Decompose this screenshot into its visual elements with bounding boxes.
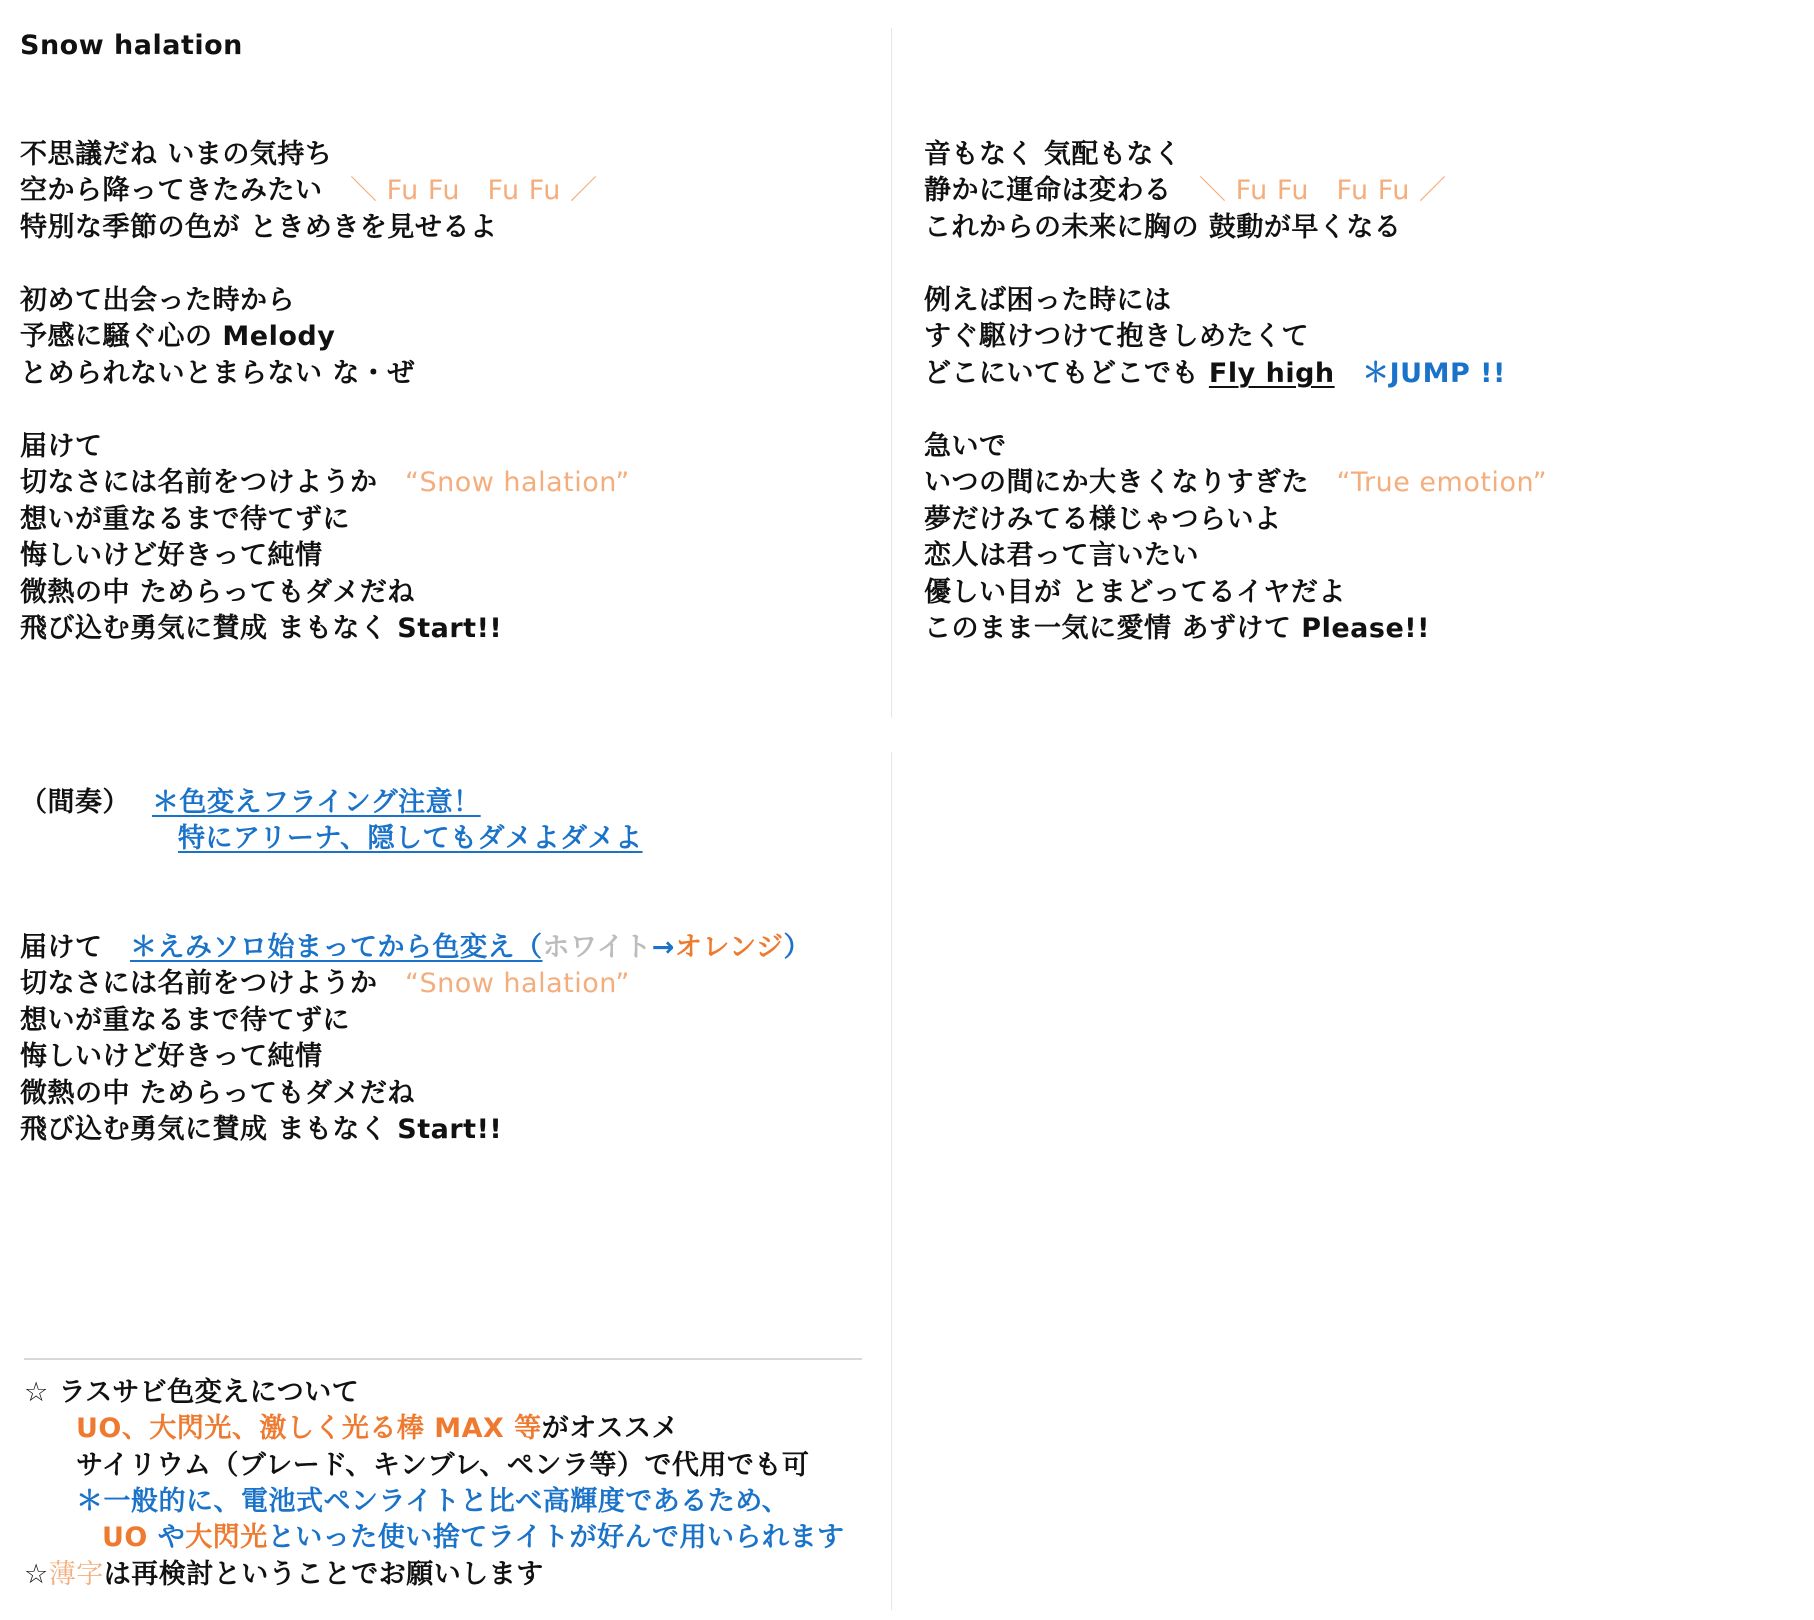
lyric-line (924, 356, 1506, 392)
lyric-text: どこにいてもどこでも (924, 358, 1199, 389)
lyric-line: とめられないとまらない な・ぜ (20, 358, 415, 389)
note-text: ＊えみソロ始まってから色変え（ (130, 932, 543, 963)
jump-note: ＊JUMP !! (1362, 358, 1506, 389)
interlude-label: （間奏） (20, 787, 130, 818)
column-divider-top (891, 28, 892, 718)
lyric-line (20, 465, 630, 501)
lyric-line (20, 173, 598, 209)
call-text: ＼ Fu Fu Fu Fu ／ (350, 175, 598, 206)
call-text: “True emotion” (1336, 467, 1548, 498)
note-heading: ☆ ラスサビ色変えについて (24, 1377, 360, 1408)
note-line: サイリウム（ブレード、キンブレ、ペンラ等）で代用でも可 (76, 1450, 810, 1481)
lyric-line: 微熱の中 ためらってもダメだね (20, 1078, 415, 1109)
color-change-note (130, 932, 811, 963)
lyric-line: 予感に騒ぐ心の Melody (20, 321, 336, 352)
call-text: ＼ Fu Fu Fu Fu ／ (1199, 175, 1447, 206)
paren-close: ） (783, 932, 811, 963)
lyric-line (924, 465, 1547, 501)
lyric-text: 静かに運命は変わる (924, 175, 1172, 206)
lyric-text: 届けて (20, 932, 103, 963)
lyric-line (20, 966, 630, 1002)
lyric-line: 微熱の中 ためらってもダメだね (20, 577, 415, 608)
interlude-note: 特にアリーナ、隠してもダメよダメよ (178, 823, 643, 854)
lyric-line: 優しい目が とまどってるイヤだよ (924, 577, 1346, 608)
star-icon: ☆ (24, 1559, 49, 1590)
lyric-line: 音もなく 気配もなく (924, 139, 1182, 170)
uo-label: UO (102, 1522, 148, 1553)
lyric-line: 悔しいけど好きって純情 (20, 1041, 323, 1072)
orange-label: オレンジ (674, 932, 784, 963)
note-text: がオススメ (541, 1413, 679, 1444)
lyric-line: これからの未来に胸の 鼓動が早くなる (924, 212, 1402, 243)
arrow-text: → (651, 932, 675, 963)
lyric-line: 飛び込む勇気に賛成 まもなく Start!! (20, 613, 503, 644)
lyric-line: 不思議だね いまの気持ち (20, 139, 333, 170)
lyric-line: 想いが重なるまで待てずに (20, 504, 350, 535)
lyric-line (20, 930, 811, 966)
note-line (24, 1557, 544, 1593)
note-line: ＊一般的に、電池式ペンライトと比べ高輝度であるため、 (76, 1486, 790, 1517)
lyric-text: 空から降ってきたみたい (20, 175, 323, 206)
lyric-line: 届けて (20, 431, 103, 462)
white-label: ホワイト (542, 932, 652, 963)
note-line (76, 1411, 679, 1447)
lyric-line: すぐ駆けつけて抱きしめたくて (924, 321, 1309, 352)
lyric-line: 恋人は君って言いたい (924, 540, 1199, 571)
lyric-line: 特別な季節の色が ときめきを見せるよ (20, 212, 498, 243)
lyric-text: いつの間にか大きくなりすぎた (924, 467, 1309, 498)
recommended-lights: UO、大閃光、激しく光る棒 MAX 等 (76, 1413, 542, 1444)
daisenko-label: 大閃光 (185, 1522, 268, 1553)
lyric-line: 想いが重なるまで待てずに (20, 1005, 350, 1036)
lyric-line: 夢だけみてる様じゃつらいよ (924, 504, 1282, 535)
thin-text-label: 薄字 (48, 1559, 104, 1590)
call-text: “Snow halation” (405, 467, 630, 498)
lyric-text: 切なさには名前をつけようか (20, 467, 378, 498)
note-line (102, 1520, 845, 1556)
lyric-line: 急いで (924, 431, 1007, 462)
lyric-line (924, 173, 1447, 209)
interlude-note: ＊色変えフライング注意！ (152, 787, 481, 818)
lyric-text: 切なさには名前をつけようか (20, 968, 378, 999)
note-text: といった使い捨てライトが好んで用いられます (267, 1522, 845, 1553)
note-text: は再検討ということでお願いします (103, 1559, 544, 1590)
lyric-line: 悔しいけど好きって純情 (20, 540, 323, 571)
note-text: や (147, 1522, 186, 1553)
song-title: Snow halation (20, 30, 243, 61)
lyric-line: このまま一気に愛情 あずけて Please!! (924, 613, 1430, 644)
lyric-line: 初めて出会った時から (20, 285, 295, 316)
notes-divider (24, 1358, 862, 1360)
fly-high-text: Fly high (1208, 358, 1335, 389)
column-divider-bottom (891, 752, 892, 1610)
lyric-line: 例えば困った時には (924, 285, 1172, 316)
call-text: “Snow halation” (405, 968, 630, 999)
lyric-line: 飛び込む勇気に賛成 まもなく Start!! (20, 1114, 503, 1145)
